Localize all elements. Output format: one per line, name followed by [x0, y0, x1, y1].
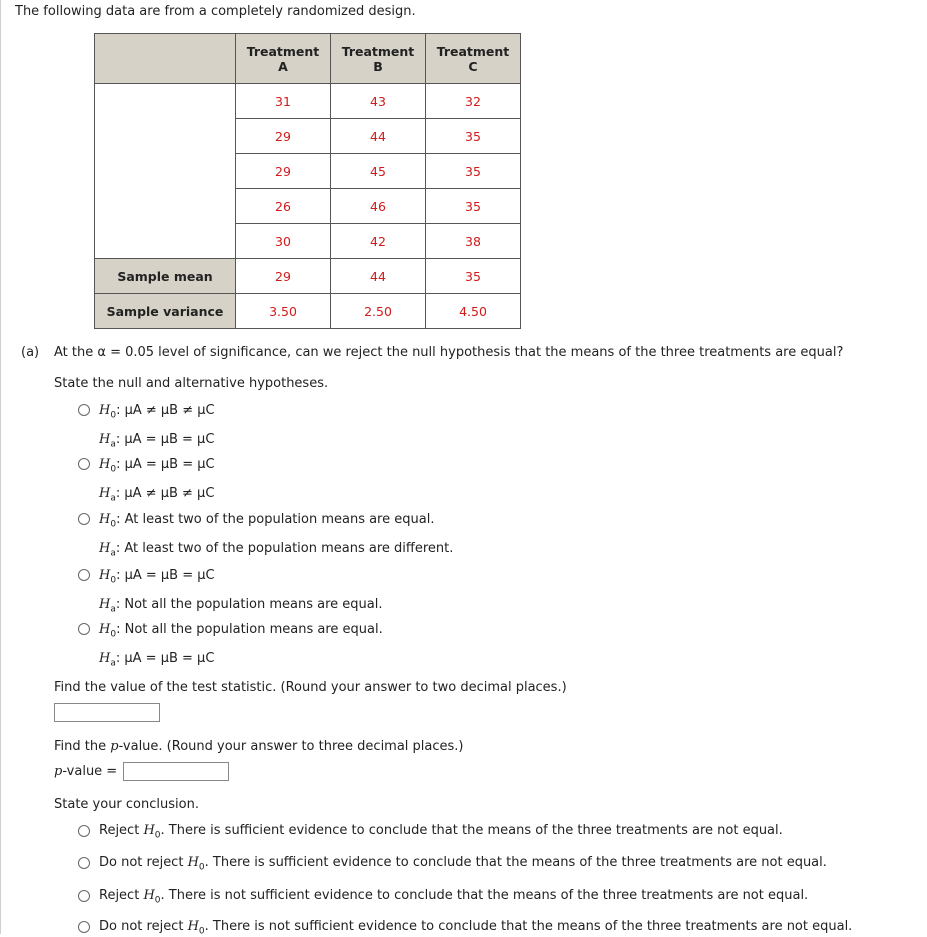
hypothesis-option-5[interactable]: $H_0$: Not all the population means are equal. $H_a$: μA = μB = μC	[99, 622, 383, 669]
cell: 44	[331, 119, 426, 154]
blank-cell	[95, 84, 236, 259]
p-value-prompt: Find the p-value. (Round your answer to three decimal places.)	[54, 739, 464, 754]
ha-text: μA ≠ μB ≠ μC	[124, 485, 215, 501]
sample-variance-label: Sample variance	[95, 294, 236, 329]
cell: 45	[331, 154, 426, 189]
h0-text: μA = μB = μC	[124, 457, 215, 472]
hypothesis-radio-3[interactable]	[78, 513, 90, 525]
sample-mean-row	[95, 259, 521, 294]
h0-text: μA = μB = μC	[124, 568, 215, 583]
cell: 3.50	[236, 294, 331, 329]
hypothesis-radio-5[interactable]	[78, 623, 90, 635]
conclusion-prompt: State your conclusion.	[54, 797, 199, 812]
hypothesis-option-1[interactable]: $H_0$: μA ≠ μB ≠ μC $H_a$: μA = μB = μC	[99, 403, 215, 450]
data-table	[94, 33, 521, 329]
test-statistic-prompt: Find the value of the test statistic. (Round your answer to two decimal places.)	[54, 680, 567, 695]
header-treatment-a: Treatment A	[236, 34, 331, 84]
cell: 26	[236, 189, 331, 224]
part-label: (a)	[21, 345, 40, 360]
conclusion-option-3[interactable]: Reject $H_0$. There is not sufficient evidence to conclude that the means of the three treatments are not equal.	[99, 888, 809, 906]
hypothesis-radio-2[interactable]	[78, 458, 90, 470]
part-a-question	[21, 345, 843, 360]
conclusion-option-4[interactable]: Do not reject $H_0$. There is not sufficient evidence to conclude that the means of the three treatments are not equal.	[99, 919, 853, 937]
conclusion-radio-1[interactable]	[78, 825, 90, 837]
conclusion-radio-2[interactable]	[78, 857, 90, 869]
p-value-input[interactable]	[123, 762, 229, 781]
hypothesis-option-4[interactable]: $H_0$: μA = μB = μC $H_a$: Not all the population means are equal.	[99, 568, 383, 615]
cell: 35	[426, 154, 521, 189]
cell: 2.50	[331, 294, 426, 329]
hypothesis-radio-1[interactable]	[78, 404, 90, 416]
cell: 44	[331, 259, 426, 294]
h0-text: Not all the population means are equal.	[124, 622, 383, 637]
h0-text: At least two of the population means are equal.	[124, 512, 435, 527]
cell: 35	[426, 119, 521, 154]
h0-text: μA ≠ μB ≠ μC	[124, 403, 215, 418]
header-treatment-b: Treatment B	[331, 34, 426, 84]
intro-text: The following data are from a completely randomized design.	[15, 4, 416, 19]
p-value-label: p-value =	[54, 764, 118, 779]
hypothesis-option-2[interactable]: $H_0$: μA = μB = μC $H_a$: μA ≠ μB ≠ μC	[99, 457, 215, 504]
ha-text: At least two of the population means are different.	[124, 540, 454, 556]
hypotheses-prompt: State the null and alternative hypotheses.	[54, 376, 329, 391]
cell: 29	[236, 154, 331, 189]
cell: 29	[236, 259, 331, 294]
cell: 42	[331, 224, 426, 259]
cell: 32	[426, 84, 521, 119]
ha-text: Not all the population means are equal.	[124, 596, 383, 612]
conclusion-option-1[interactable]: Reject $H_0$. There is sufficient evidence to conclude that the means of the three treatments are not equal.	[99, 823, 783, 841]
cell: 35	[426, 189, 521, 224]
ha-text: μA = μB = μC	[124, 431, 215, 447]
corner-cell	[95, 34, 236, 84]
sample-mean-label: Sample mean	[95, 259, 236, 294]
cell: 31	[236, 84, 331, 119]
ha-text: μA = μB = μC	[124, 650, 215, 666]
table-row	[95, 84, 521, 119]
cell: 29	[236, 119, 331, 154]
cell: 43	[331, 84, 426, 119]
conclusion-option-2[interactable]: Do not reject $H_0$. There is sufficient evidence to conclude that the means of the three treatments are not equal.	[99, 855, 827, 873]
cell: 35	[426, 259, 521, 294]
hypothesis-option-3[interactable]: $H_0$: At least two of the population means are equal. $H_a$: At least two of the population means are different.	[99, 512, 454, 559]
left-border	[0, 0, 1, 934]
test-statistic-input[interactable]	[54, 703, 160, 722]
cell: 46	[331, 189, 426, 224]
cell: 30	[236, 224, 331, 259]
cell: 38	[426, 224, 521, 259]
sample-variance-row	[95, 294, 521, 329]
header-treatment-c: Treatment C	[426, 34, 521, 84]
cell: 4.50	[426, 294, 521, 329]
conclusion-radio-3[interactable]	[78, 890, 90, 902]
hypothesis-radio-4[interactable]	[78, 569, 90, 581]
question-text: At the α = 0.05 level of significance, can we reject the null hypothesis that the means of the three treatments are equal?	[54, 345, 844, 360]
conclusion-radio-4[interactable]	[78, 921, 90, 933]
